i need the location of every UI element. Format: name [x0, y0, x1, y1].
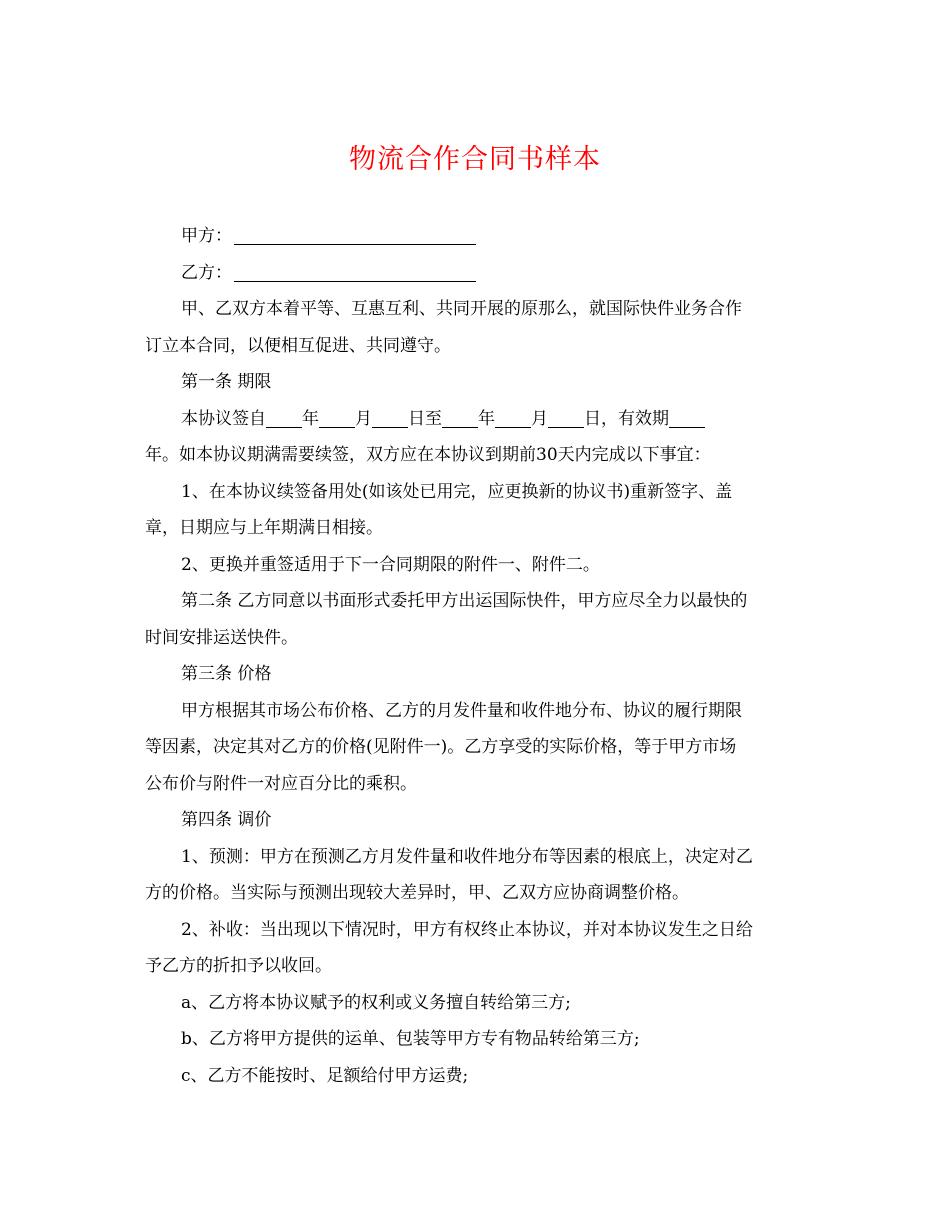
article-4-item-1-line-1: 1、预测：甲方在预测乙方月发件量和收件地分布等因素的根底上，决定对乙 [181, 846, 753, 867]
blank-field [442, 426, 478, 428]
article-3-line-3: 公布价与附件一对应百分比的乘积。 [145, 773, 417, 794]
year-text: 年 [302, 408, 319, 429]
article-1-item-2: 2、更换并重签适用于下一合同期限的附件一、附件二。 [181, 554, 600, 575]
term-start-text: 本协议签自 [181, 408, 266, 429]
article-3-line-2: 等因素，决定其对乙方的价格(见附件一)。乙方享受的实际价格，等于甲方市场 [145, 737, 737, 757]
blank-field [319, 426, 355, 428]
article-2-line-2: 时间安排运送快件。 [145, 627, 298, 648]
party-a-label: 甲方： [181, 226, 232, 246]
document-title: 物流合作合同书样本 [349, 144, 601, 175]
month-text-2: 月 [531, 408, 548, 429]
article-4-case-c: c、乙方不能按时、足额给付甲方运费; [181, 1065, 469, 1086]
blank-field [548, 426, 584, 428]
blank-field [495, 426, 531, 428]
article-1-heading: 第一条 期限 [181, 372, 272, 392]
article-4-heading: 第四条 调价 [181, 810, 272, 830]
article-1-item-1-line-1: 1、在本协议续签备用处(如该处已用完，应更换新的协议书)重新签字、盖 [181, 481, 733, 502]
article-4-item-1-line-2: 方的价格。当实际与预测出现较大差异时，甲、乙双方应协商调整价格。 [145, 883, 689, 903]
party-a-line [145, 218, 810, 255]
article-4-item-2-line-1: 2、补收：当出现以下情况时，甲方有权终止本协议，并对本协议发生之日给 [181, 919, 753, 940]
document-body [145, 218, 810, 1094]
article-4-case-b: b、乙方将甲方提供的运单、包装等甲方专有物品转给第三方; [181, 1029, 640, 1049]
day-validity-text: 日，有效期 [584, 408, 669, 429]
preamble-line-1: 甲、乙双方本着平等、互惠互利、共同开展的原那么，就国际快件业务合作 [181, 299, 742, 319]
party-b-blank [234, 280, 476, 282]
article-4-case-a: a、乙方将本协议赋予的权利或义务擅自转给第三方; [181, 992, 571, 1013]
blank-field [372, 426, 408, 428]
article-2-line-1: 第二条 乙方同意以书面形式委托甲方出运国际快件，甲方应尽全力以最快的 [181, 591, 748, 611]
month-text: 月 [355, 408, 372, 429]
article-3-heading: 第三条 价格 [181, 664, 272, 684]
article-3-line-1: 甲方根据其市场公布价格、乙方的月发件量和收件地分布、协议的履行期限 [181, 700, 742, 721]
party-b-label: 乙方： [181, 262, 232, 283]
blank-field [266, 426, 302, 428]
party-b-line [145, 255, 810, 292]
party-a-blank [234, 243, 476, 245]
year-text-2: 年 [478, 408, 495, 429]
blank-field [669, 426, 705, 428]
article-1-item-1-line-2: 章，日期应与上年期满日相接。 [145, 518, 383, 538]
day-to-text: 日至 [408, 408, 442, 429]
article-1-term-line [145, 401, 810, 438]
preamble-line-2: 订立本合同，以便相互促进、共同遵守。 [145, 335, 451, 356]
article-1-line-2: 年。如本协议期满需要续签，双方应在本协议到期前30天内完成以下事宜： [145, 445, 711, 465]
article-4-item-2-line-2: 予乙方的折扣予以收回。 [145, 956, 332, 976]
